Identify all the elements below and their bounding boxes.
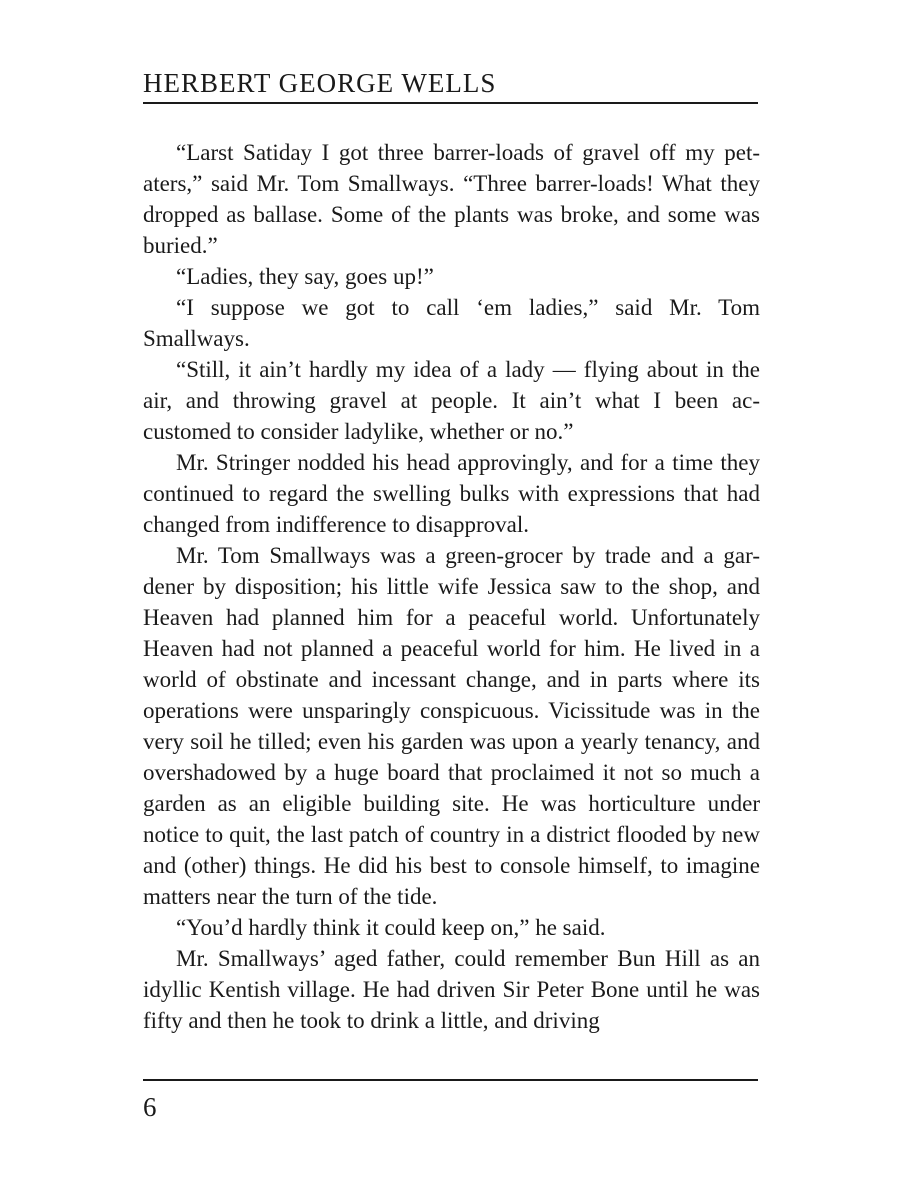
page-number: 6 (143, 1092, 157, 1122)
paragraph: “Still, it ain’t hardly my idea of a lady — flying about in the air, and throwing gravel at people. It ain’t what I been ac-customed to consider ladylike, whether or no.” (143, 357, 760, 444)
footer-rule (143, 1079, 758, 1081)
paragraph: Mr. Tom Smallways was a green-grocer by trade and a gar-dener by disposition; his little wife Jessica saw to the shop, and Heaven had planned him for a peaceful world. Unfortunately Heaven had not planned a peaceful world for him. He lived in a world of obstinate and incessant change, and in parts where its operations were unsparingly conspicuous. Vicissitude was in the very soil he tilled; even his garden was upon a yearly tenancy, and overshadowed by a huge board that proclaimed it not so much a garden as an eligible building site. He was horticulture under notice to quit, the last patch of country in a district flooded by new and (other) things. He did his best to console himself, to imagine matters near the turn of the tide. (143, 543, 760, 909)
body-text (143, 137, 760, 1036)
paragraph: “Ladies, they say, goes up!” (176, 264, 434, 289)
paragraph: “Larst Satiday I got three barrer-loads of gravel off my pet-aters,” said Mr. Tom Smallways. “Three barrer-loads! What they dropped as ballase. Some of the plants was broke, and some was buried.” (143, 140, 760, 258)
running-title: HERBERT GEORGE WELLS (143, 68, 497, 98)
paragraph: Mr. Stringer nodded his head approvingly, and for a time they continued to regard the swelling bulks with expressions that had changed from indifference to disapproval. (143, 450, 760, 537)
running-header (143, 66, 758, 104)
paragraph: “I suppose we got to call ‘em ladies,” said Mr. Tom Smallways. (143, 295, 760, 351)
paragraph: Mr. Smallways’ aged father, could remember Bun Hill as an idyllic Kentish village. He had driven Sir Peter Bone until he was fifty and then he took to drink a little, and driving (143, 946, 760, 1033)
paragraph: “You’d hardly think it could keep on,” he said. (176, 915, 606, 940)
